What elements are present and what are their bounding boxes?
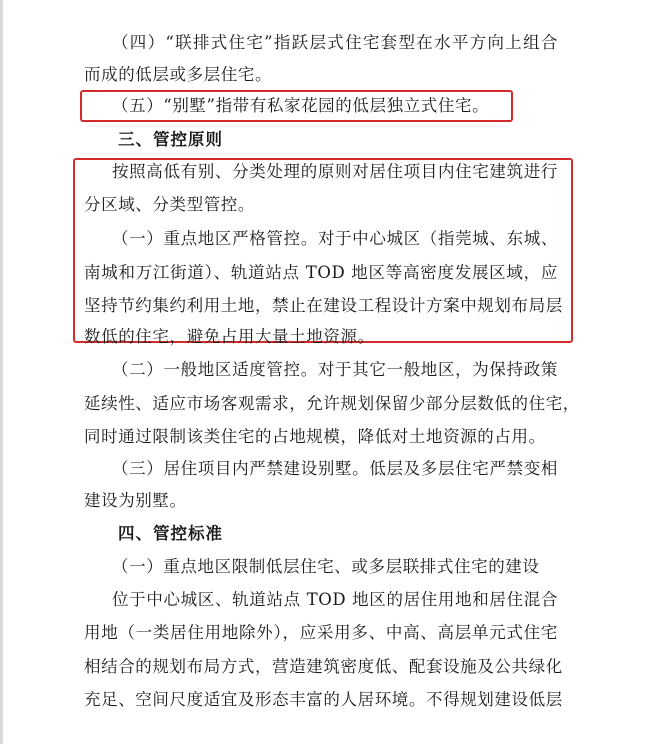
page-left-edge [0,0,3,744]
document-page: （四）“联排式住宅”指跃层式住宅套型在水平方向上组合 而成的低层或多层住宅。 （五）“别墅”指带有私家花园的低层独立式住宅。 三、管控原则 按照高低有别、分类处理的原则对居住项目内住宅建筑进行 分区域、分类型管控。 （一）重点地区严格管控。对于中心城区（指莞城、东城、 南城和万江街道）、轨道站点 TOD 地区等高密度发展区域，应 坚持节约集约利用土地，禁止在建设工程设计方案中规划布局层 数低的住宅，避免占用大量土地资源。 （二）一般地区适度管控。对于其它一般地区，为保持政策 延续性、适应市场客观需求，允许规划保留少部分层数低的住宅， 同时通过限制该类住宅的占地规模，降低对土地资源的占用。 （三）居住项目内严禁建设别墅。低层及多层住宅严禁变相 建设为别墅。 四、管控标准 （一）重点地区限制低层住宅、或多层联排式住宅的建设 位于中心城区、轨道站点 TOD 地区的居住用地和居住混合 用地（一类居住用地除外），应采用多、中高、高层单元式住宅 相结合的规划布局方式，营造建筑密度低、配套设施及公共绿化 充足、空间尺度适宜及形态丰富的人居环境。不得规划建设低层 [0,0,645,744]
